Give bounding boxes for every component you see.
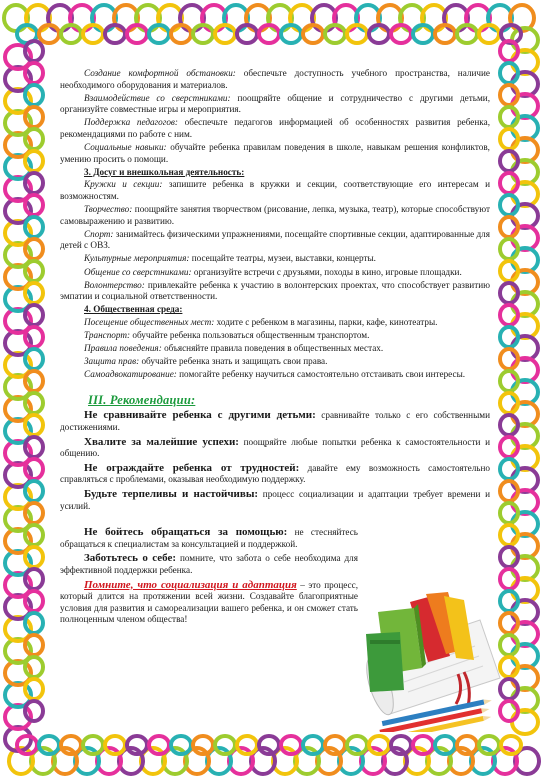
border-ring	[193, 25, 213, 43]
paragraph	[60, 253, 490, 265]
paragraph-text: объясняйте правила поведения в общественных местах.	[161, 343, 384, 354]
border-ring	[500, 107, 518, 127]
paragraph-text: поощряйте занятия творчеством (рисование, лепка, музыка, театр), которые способствуют самовыражению и развитию.	[60, 204, 490, 226]
document-body	[60, 68, 490, 629]
border-ring	[391, 25, 411, 43]
term: Создание комфортной обстановки:	[84, 68, 236, 78]
term: Взаимодействие со сверстниками:	[84, 92, 231, 103]
recommendation	[60, 463, 490, 486]
paragraph-text: привлекайте ребенка к участию в волонтерских проектах, что способствует развитию эмпатии и социальной ответственности.	[60, 279, 490, 302]
border-ring	[500, 415, 518, 435]
paragraph	[60, 68, 490, 91]
paragraph-text: обеспечьте педагогов информацией об особенностях развития ребенка, рекомендациями по работе с ним.	[60, 117, 490, 139]
recommendation-text: поощряйте любые попытки ребенка к самостоятельности и общению.	[60, 436, 490, 459]
paragraph-text: ходите с ребенком в магазины, парки, кафе, кинотеатры.	[214, 316, 438, 327]
term: Творчество:	[84, 204, 133, 215]
term: Защита прав:	[84, 356, 140, 367]
border-ring	[500, 459, 518, 479]
border-ring	[500, 327, 518, 347]
term: Самоадвокатирование:	[84, 369, 177, 380]
term: Поддержка педагогов:	[84, 117, 178, 128]
term: Волонтерство:	[84, 279, 145, 290]
paragraph-text: занимайтесь физическими упражнениями, посещайте спортивные секции, адаптированные для детей с ОВЗ.	[60, 228, 490, 251]
paragraph	[60, 356, 490, 368]
paragraph	[60, 117, 490, 140]
paragraph-text: обучайте ребенка знать и защищать свои права.	[139, 356, 328, 367]
recommendation-text: процесс социализации и адаптации требует времени и усилий.	[60, 489, 490, 511]
border-ring	[259, 25, 279, 43]
border-ring	[83, 25, 103, 43]
border-ring	[347, 25, 367, 43]
term: Правила поведения:	[84, 343, 162, 354]
term: Транспорт:	[84, 329, 131, 340]
section-3	[60, 167, 490, 303]
recommendation	[60, 410, 490, 433]
border-ring	[369, 25, 389, 43]
border-ring	[39, 25, 59, 43]
recommendation-text: помните, что забота о себе необходима для эффективной поддержки ребенка.	[60, 553, 358, 575]
recommendation-text: сравнивайте только с его собственными достижениями.	[60, 410, 490, 433]
border-ring	[500, 525, 518, 545]
border-ring	[500, 173, 518, 193]
closing-highlight: Помните, что социализация и адаптация	[84, 578, 297, 591]
paragraph-text: обеспечьте доступность учебного пространства, наличие необходимого оборудования и материалов.	[60, 68, 491, 90]
border-ring	[435, 25, 455, 43]
term: Кружки и секции:	[84, 179, 163, 190]
border-ring	[237, 25, 257, 43]
recommendations-title: III. Рекомендации:	[88, 392, 196, 407]
recommendation	[60, 437, 490, 460]
recommendation-lead: Хвалите за малейшие успехи:	[84, 435, 239, 448]
border-ring	[500, 283, 518, 303]
paragraph-text: помогайте ребенку научиться самостоятельно отстаивать свои интересы.	[176, 369, 466, 380]
paragraph-text: запишите ребенка в кружки и секции, соответствующие его интересам и возможностям.	[60, 179, 490, 201]
border-ring	[325, 25, 345, 43]
border-ring	[500, 151, 518, 171]
border-ring	[500, 239, 518, 259]
border-ring	[500, 261, 518, 281]
paragraph-text: посещайте театры, музеи, выставки, концерты.	[189, 253, 376, 264]
closing-note	[60, 580, 358, 626]
paragraph	[60, 204, 490, 227]
term: Спорт:	[84, 228, 114, 239]
border-ring	[500, 503, 518, 523]
border-ring	[500, 305, 518, 325]
section-4	[60, 304, 490, 381]
border-ring	[413, 25, 433, 43]
border-ring	[457, 25, 477, 43]
border-ring	[500, 371, 518, 391]
border-ring	[479, 25, 499, 43]
border-ring	[500, 217, 518, 237]
paragraph-text: поощряйте общение и сотрудничество с другими детьми, организуйте совместные игры и мероприятия.	[60, 92, 490, 115]
border-ring	[500, 481, 518, 501]
recommendation-lead: Не ограждайте ребенка от трудностей:	[84, 461, 300, 474]
border-ring	[149, 25, 169, 43]
books-scroll-pencils-icon	[360, 582, 510, 732]
recommendation-lead: Заботьтесь о себе:	[84, 552, 177, 565]
section-heading: 4. Общественная среда:	[84, 304, 183, 315]
recommendation	[60, 553, 358, 576]
border-ring	[500, 129, 518, 149]
border-ring	[500, 195, 518, 215]
paragraph	[60, 267, 490, 279]
border-ring	[171, 25, 191, 43]
closing-text: – это процесс, который длится на протяжении всей жизни. Создавайте благоприятные условия для развития и самореализации вашего ребенка, и он сможет стать полноценным членом общества!	[60, 579, 358, 625]
border-ring	[500, 437, 518, 457]
border-ring	[303, 25, 323, 43]
recommendation-lead: Не сравнивайте ребенка с другими детьми:	[84, 409, 316, 422]
paragraph-text: организуйте встречи с друзьями, походы в кино, игровые площадки.	[191, 266, 462, 277]
paragraph	[60, 330, 490, 342]
recommendation-text: давайте ему возможность самостоятельно справляться с проблемами, оказывая необходимую поддержку.	[60, 462, 490, 485]
section-heading: 3. Досуг и внешкольная деятельность:	[84, 166, 245, 177]
border-ring	[61, 25, 81, 43]
recommendation-lead: Будьте терпеливы и настойчивы:	[84, 488, 259, 500]
border-ring	[500, 393, 518, 413]
section-2-tail	[60, 68, 490, 165]
paragraph	[60, 317, 490, 329]
border-ring	[500, 63, 518, 83]
paragraph	[60, 280, 490, 303]
paragraph	[60, 93, 490, 116]
recommendation-lead: Не бойтесь обращаться за помощью:	[84, 526, 288, 539]
border-ring	[215, 25, 235, 43]
paragraph	[60, 343, 490, 355]
paragraph	[60, 229, 490, 252]
term: Посещение общественных мест:	[84, 316, 215, 327]
term: Культурные мероприятия:	[84, 253, 190, 264]
recommendation-text: не стесняйтесь обращаться к специалистам за консультацией и поддержкой.	[60, 527, 359, 549]
paragraph	[60, 142, 490, 165]
border-ring	[500, 547, 518, 567]
paragraph	[60, 179, 490, 202]
recommendation	[60, 489, 490, 512]
term: Социальные навыки:	[84, 142, 167, 153]
border-ring	[281, 25, 301, 43]
paragraph-text: обучайте ребенка пользоваться общественным транспортом.	[130, 329, 370, 340]
border-ring	[500, 85, 518, 105]
term: Общение со сверстниками:	[84, 266, 192, 277]
paragraph	[60, 369, 490, 381]
border-ring	[105, 25, 125, 43]
recommendation	[60, 527, 358, 550]
border-ring	[500, 349, 518, 369]
border-ring	[127, 25, 147, 43]
paragraph-text: обучайте ребенка правилам поведения в школе, навыкам решения конфликтов, умению просить о помощи.	[60, 142, 490, 164]
